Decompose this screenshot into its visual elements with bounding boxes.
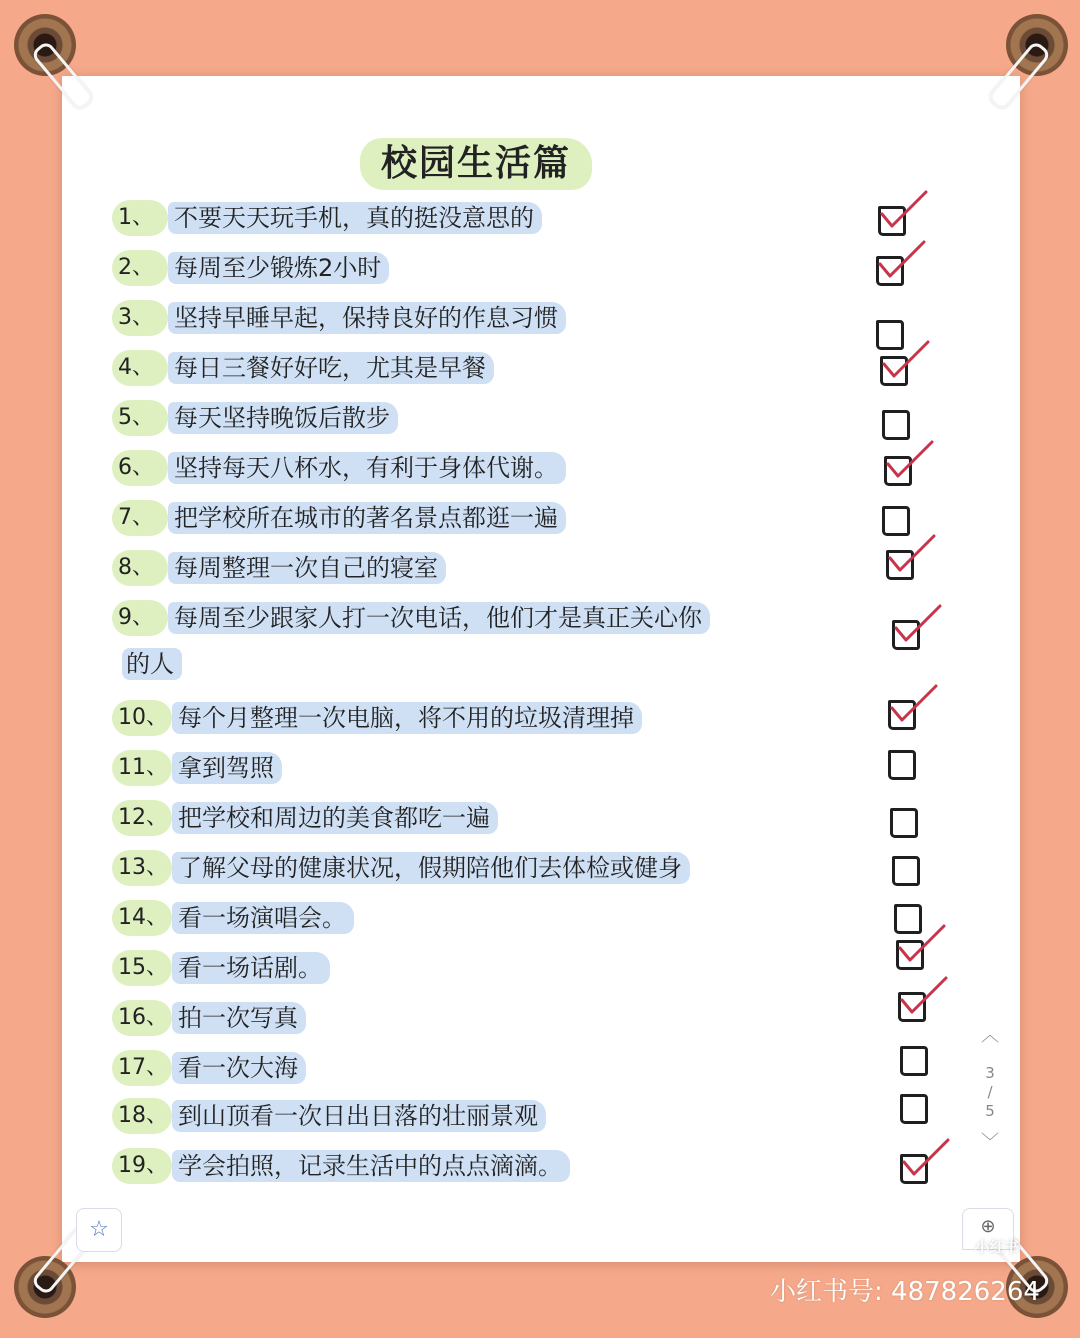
list-item [112,296,566,340]
page-up-icon[interactable]: ︿ [981,1025,999,1046]
list-item [112,1144,570,1188]
item-number: 19、 [112,1148,172,1184]
checkbox-checked[interactable] [892,616,922,646]
list-item [112,946,330,990]
item-text: 看一场话剧。 [172,952,330,984]
item-number: 15、 [112,950,172,986]
item-text: 坚持每天八杯水，有利于身体代谢。 [168,452,566,484]
item-text: 每周整理一次自己的寝室 [168,552,446,584]
page-current: 3 [985,1064,995,1082]
list-item [112,246,389,290]
page-down-icon[interactable]: ﹀ [981,1132,999,1153]
checkmark-icon [890,602,946,648]
item-number: 8、 [112,550,168,586]
item-text: 每周至少锻炼2小时 [168,252,389,284]
item-text: 不要天天玩手机，真的挺没意思的 [168,202,542,234]
checkbox-checked[interactable] [896,936,926,966]
item-text: 拍一次写真 [172,1002,306,1034]
checkbox-checked[interactable] [900,1150,930,1180]
item-number: 11、 [112,750,172,786]
item-text: 了解父母的健康状况，假期陪他们去体检或健身 [172,852,690,884]
item-number: 13、 [112,850,172,886]
checkbox-checked[interactable] [878,202,908,232]
item-number: 9、 [112,600,168,636]
item-number: 7、 [112,500,168,536]
item-text: 学会拍照，记录生活中的点点滴滴。 [172,1150,570,1182]
checkmark-icon [884,532,940,578]
list-item [112,696,642,740]
item-number: 2、 [112,250,168,286]
list-item [112,396,398,440]
checkmark-icon [898,1136,954,1182]
checkbox-unchecked[interactable] [900,1090,930,1120]
item-number: 14、 [112,900,172,936]
item-number: 3、 [112,300,168,336]
item-text: 看一次大海 [172,1052,306,1084]
title-highlight [360,138,592,190]
checkmark-icon [894,922,950,968]
list-item [112,846,690,890]
checkbox-checked[interactable] [888,696,918,726]
star-icon[interactable]: ☆ [76,1208,122,1252]
item-text: 坚持早睡早起，保持良好的作息习惯 [168,302,566,334]
checkmark-icon [896,974,952,1020]
item-text: 把学校和周边的美食都吃一遍 [172,802,498,834]
checkbox-square [882,410,910,440]
item-number: 18、 [112,1098,172,1134]
checkmark-icon [882,438,938,484]
item-text: 把学校所在城市的著名景点都逛一遍 [168,502,566,534]
page-total: 5 [985,1102,995,1120]
watermark-logo: 小红书 [974,1238,1020,1256]
checkbox-unchecked[interactable] [888,746,918,776]
checkbox-unchecked[interactable] [890,804,920,834]
checkbox-checked[interactable] [876,252,906,282]
checkbox-checked[interactable] [898,988,928,1018]
list-item [112,1046,306,1090]
list-item [112,446,566,490]
checkbox-square [890,808,918,838]
list-item [112,796,498,840]
list-item [112,496,566,540]
list-item [112,996,306,1040]
checkbox-square [888,750,916,780]
page-title: 校园生活篇 [380,143,571,184]
page-indicator [974,1024,1006,1164]
item-number: 10、 [112,700,172,736]
item-text: 拿到驾照 [172,752,282,784]
checkbox-unchecked[interactable] [900,1042,930,1072]
list-item [112,896,354,940]
list-item [112,596,710,640]
item-number: 1、 [112,200,168,236]
checkbox-checked[interactable] [886,546,916,576]
list-item [112,346,494,390]
checkbox-checked[interactable] [884,452,914,482]
list-item [112,196,542,240]
checkmark-icon [874,238,930,284]
zoom-in-icon[interactable]: ⊕ [962,1208,1014,1250]
item-text: 每天坚持晚饭后散步 [168,402,398,434]
item-text: 每周至少跟家人打一次电话，他们才是真正关心你 [168,602,710,634]
checkmark-icon [876,188,932,234]
item-number: 4、 [112,350,168,386]
checkbox-unchecked[interactable] [882,406,912,436]
page-separator: / [987,1083,993,1101]
item-number: 17、 [112,1050,172,1086]
checkbox-square [900,1046,928,1076]
item-number: 12、 [112,800,172,836]
item-number: 5、 [112,400,168,436]
watermark-id: 小红书号: 487826264 [770,1277,1040,1307]
item-text: 每日三餐好好吃，尤其是早餐 [168,352,494,384]
list-item [112,1094,546,1138]
item-text-continued: 的人 [122,648,182,680]
checkbox-unchecked[interactable] [882,502,912,532]
list-item [112,746,282,790]
checkmark-icon [878,338,934,384]
item-text: 看一场演唱会。 [172,902,354,934]
checkbox-checked[interactable] [880,352,910,382]
item-number: 6、 [112,450,168,486]
checkbox-unchecked[interactable] [892,852,922,882]
checkbox-square [892,856,920,886]
checkmark-icon [886,682,942,728]
checkbox-square [900,1094,928,1124]
item-text: 每个月整理一次电脑，将不用的垃圾清理掉 [172,702,642,734]
list-item [112,546,446,590]
item-number: 16、 [112,1000,172,1036]
item-text: 到山顶看一次日出日落的壮丽景观 [172,1100,546,1132]
